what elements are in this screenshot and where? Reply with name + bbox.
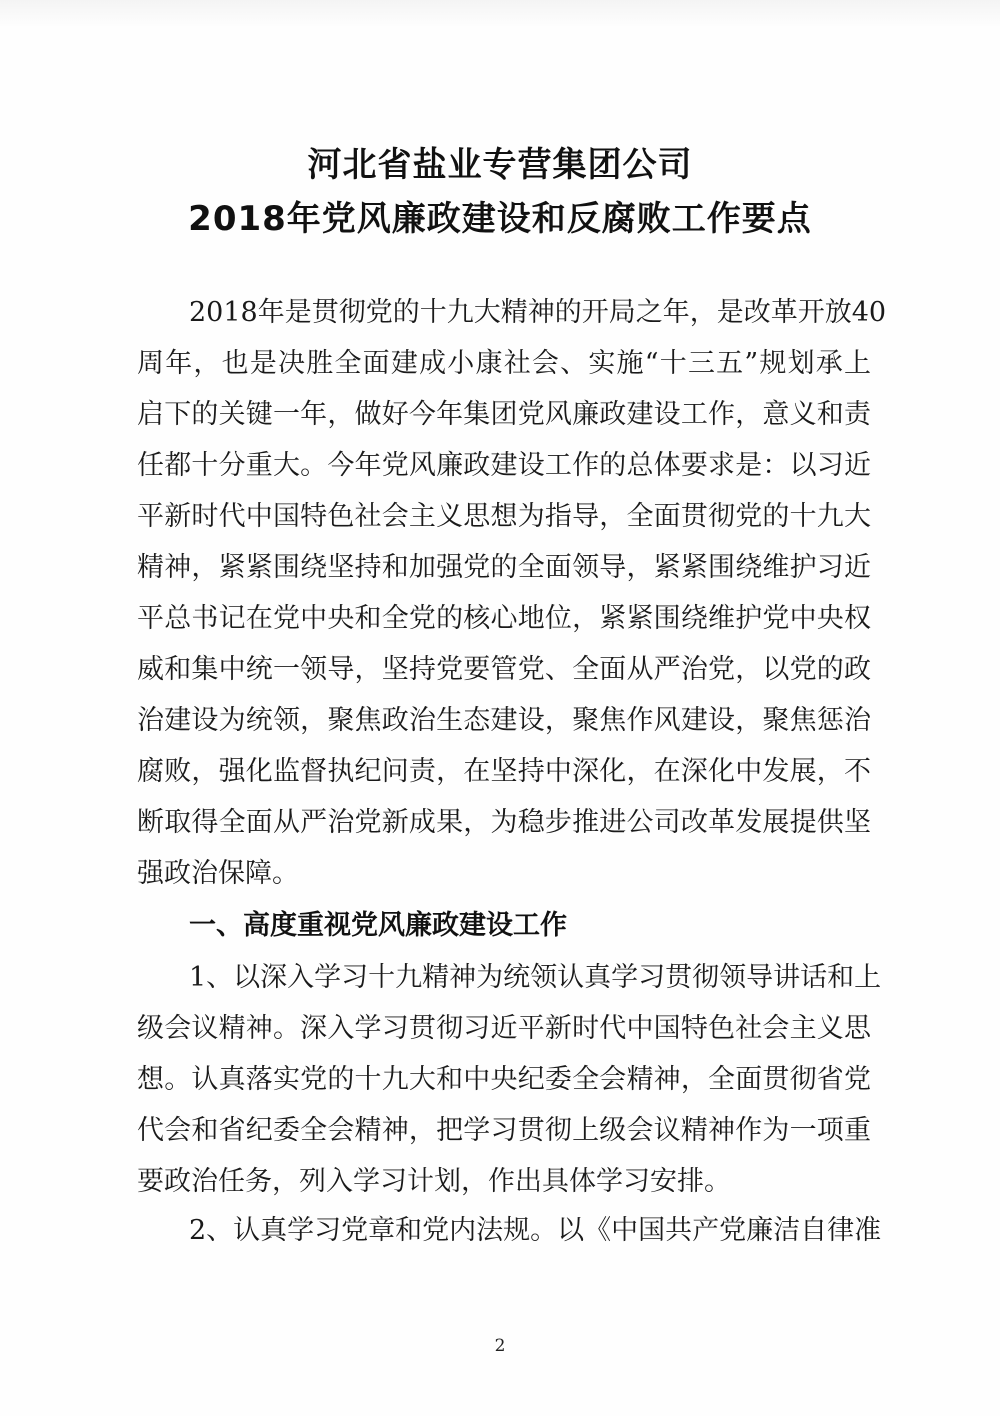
- item1-line: 代会和省纪委全会精神，把学习贯彻上级会议精神作为一项重: [137, 1115, 871, 1146]
- intro-line: 平新时代中国特色社会主义思想为指导，全面贯彻党的十九大: [137, 501, 871, 532]
- item1-line: 要政治任务，列入学习计划，作出具体学习安排。: [137, 1166, 731, 1197]
- document-title-line2: 2018年党风廉政建设和反腐败工作要点: [188, 199, 812, 239]
- intro-line: 2018年是贯彻党的十九大精神的开局之年，是改革开放40: [189, 297, 887, 328]
- intro-line: 平总书记在党中央和全党的核心地位，紧紧围绕维护党中央权: [137, 603, 871, 634]
- intro-line: 治建设为统领，聚焦政治生态建设，聚焦作风建设，聚焦惩治: [137, 705, 871, 736]
- section-heading: 一、高度重视党风廉政建设工作: [189, 910, 567, 941]
- intro-line: 腐败，强化监督执纪问责，在坚持中深化，在深化中发展，不: [137, 756, 871, 787]
- document-title-line1: 河北省盐业专营集团公司: [307, 145, 693, 185]
- intro-line: 启下的关键一年，做好今年集团党风廉政建设工作，意义和责: [137, 399, 871, 430]
- intro-line: 周年，也是决胜全面建成小康社会、实施“十三五”规划承上: [137, 348, 871, 379]
- item2-line: 2、认真学习党章和党内法规。以《中国共产党廉洁自律准: [189, 1215, 882, 1246]
- item1-line: 1、以深入学习十九精神为统领认真学习贯彻领导讲话和上: [189, 962, 882, 993]
- intro-line: 断取得全面从严治党新成果，为稳步推进公司改革发展提供坚: [137, 807, 871, 838]
- scan-edge-shadow: [0, 0, 1000, 28]
- page-number: 2: [494, 1336, 506, 1356]
- item1-line: 级会议精神。深入学习贯彻习近平新时代中国特色社会主义思: [137, 1013, 871, 1044]
- intro-line: 威和集中统一领导，坚持党要管党、全面从严治党，以党的政: [137, 654, 871, 685]
- item1-line: 想。认真落实党的十九大和中央纪委全会精神，全面贯彻省党: [137, 1064, 871, 1095]
- intro-line: 强政治保障。: [137, 858, 299, 889]
- intro-line: 任都十分重大。今年党风廉政建设工作的总体要求是：以习近: [137, 450, 871, 481]
- intro-line: 精神，紧紧围绕坚持和加强党的全面领导，紧紧围绕维护习近: [137, 552, 871, 583]
